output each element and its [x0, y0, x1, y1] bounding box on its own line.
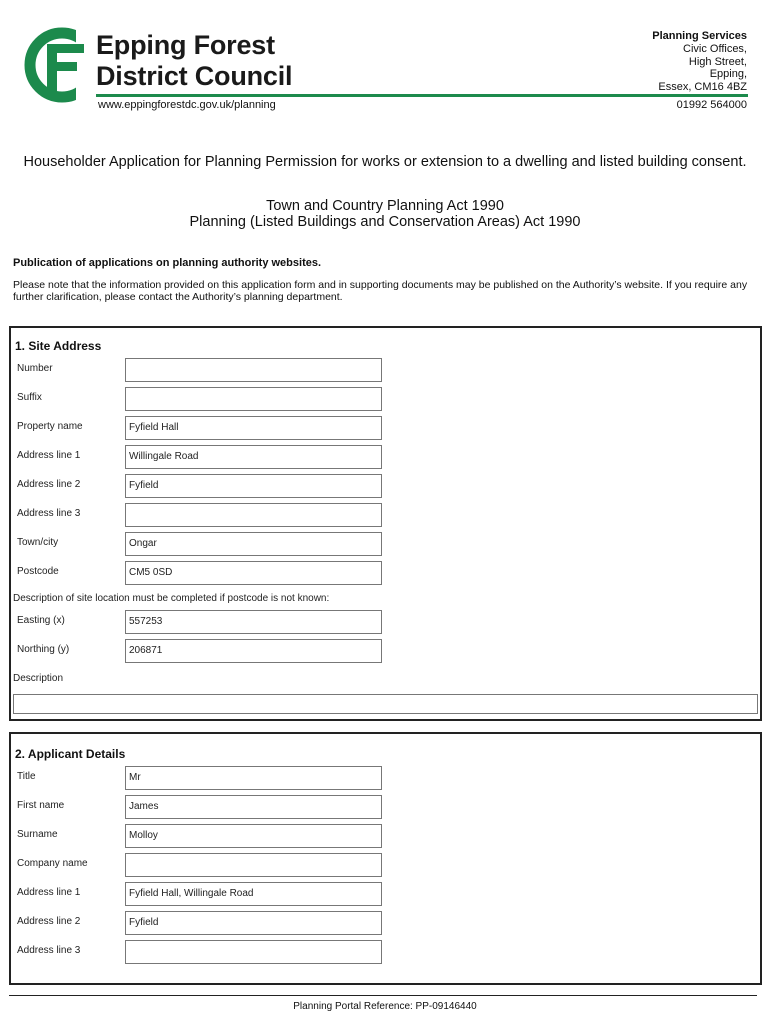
act-1: Town and Country Planning Act 1990	[266, 198, 504, 214]
address-line-1-input[interactable]: Willingale Road	[125, 445, 382, 469]
form-row	[15, 474, 395, 498]
applicant-address-line-1-input[interactable]: Fyfield Hall, Willingale Road	[125, 882, 382, 906]
form-row	[15, 766, 395, 790]
form-title: Householder Application for Planning Permission for works or extension to a dwelling and listed building consent.	[23, 154, 747, 170]
number-input[interactable]	[125, 358, 382, 382]
form-row	[15, 387, 395, 411]
form-row	[15, 358, 395, 382]
town-city-input[interactable]: Ongar	[125, 532, 382, 556]
field-label: Northing (y)	[17, 644, 70, 655]
address-line: Epping,	[709, 68, 747, 81]
address-line: Essex, CM16 4BZ	[658, 81, 747, 94]
form-row	[15, 610, 395, 634]
form-row	[15, 911, 395, 935]
property-name-input[interactable]: Fyfield Hall	[125, 416, 382, 440]
location-note: Description of site location must be completed if postcode is not known:	[13, 593, 330, 604]
northing-input[interactable]: 206871	[125, 639, 382, 663]
legislation	[20, 198, 750, 230]
form-row	[15, 940, 395, 964]
applicant-address-line-2-input[interactable]: Fyfield	[125, 911, 382, 935]
field-label: Address line 2	[17, 479, 81, 490]
field-label: Address line 1	[17, 887, 81, 898]
act-2: Planning (Listed Buildings and Conservation Areas) Act 1990	[189, 214, 581, 230]
description-label: Description	[13, 673, 64, 684]
company-name-input[interactable]	[125, 853, 382, 877]
field-label: Company name	[17, 858, 88, 869]
form-row	[15, 639, 395, 663]
form-row	[15, 416, 395, 440]
field-label: Title	[17, 771, 36, 782]
description-input[interactable]	[13, 694, 758, 714]
footer-rule	[9, 995, 757, 996]
field-label: Number	[17, 363, 53, 374]
form-row	[15, 853, 395, 877]
section-heading: 2. Applicant Details	[15, 747, 126, 761]
address-line-2-input[interactable]: Fyfield	[125, 474, 382, 498]
title-input[interactable]: Mr	[125, 766, 382, 790]
form-row	[15, 503, 395, 527]
suffix-input[interactable]	[125, 387, 382, 411]
phone-number: 01992 564000	[676, 99, 747, 111]
field-label: Address line 3	[17, 945, 81, 956]
section-heading: 1. Site Address	[15, 339, 102, 353]
easting-input[interactable]: 557253	[125, 610, 382, 634]
applicant-address-line-3-input[interactable]	[125, 940, 382, 964]
form-row	[15, 882, 395, 906]
org-line-2: District Council	[96, 61, 293, 91]
organisation-name	[96, 30, 292, 92]
field-label: Easting (x)	[17, 615, 65, 626]
org-line-1: Epping Forest	[96, 30, 275, 60]
first-name-input[interactable]: James	[125, 795, 382, 819]
publication-text: Please note that the information provided on this application form and in supporting documents may be published on the Authority’s website. If you require any further clarification, please contact the Authority’s planning department.	[13, 279, 748, 303]
council-logo	[24, 27, 86, 103]
header-rule	[96, 94, 748, 97]
field-label: Suffix	[17, 392, 42, 403]
field-label: Surname	[17, 829, 58, 840]
address-line: High Street,	[688, 55, 747, 68]
postcode-input[interactable]: CM5 0SD	[125, 561, 382, 585]
form-row	[15, 824, 395, 848]
applicant-details-section	[9, 732, 762, 985]
surname-input[interactable]: Molloy	[125, 824, 382, 848]
form-row	[15, 561, 395, 585]
form-row	[15, 532, 395, 556]
site-address-section	[9, 326, 762, 721]
field-label: Address line 3	[17, 508, 81, 519]
field-label: First name	[17, 800, 65, 811]
address-line-3-input[interactable]	[125, 503, 382, 527]
field-label: Address line 1	[17, 450, 81, 461]
website-link[interactable]: www.eppingforestdc.gov.uk/planning	[98, 99, 276, 111]
form-row	[15, 795, 395, 819]
field-label: Address line 2	[17, 916, 81, 927]
address-line: Civic Offices,	[683, 42, 747, 55]
service-title: Planning Services	[652, 30, 747, 42]
publication-heading: Publication of applications on planning authority websites.	[13, 257, 322, 269]
field-label: Postcode	[17, 566, 59, 577]
field-label: Property name	[17, 421, 83, 432]
service-address	[652, 30, 747, 94]
form-row	[15, 445, 395, 469]
portal-reference: Planning Portal Reference: PP-09146440	[293, 1001, 477, 1012]
field-label: Town/city	[17, 537, 59, 548]
